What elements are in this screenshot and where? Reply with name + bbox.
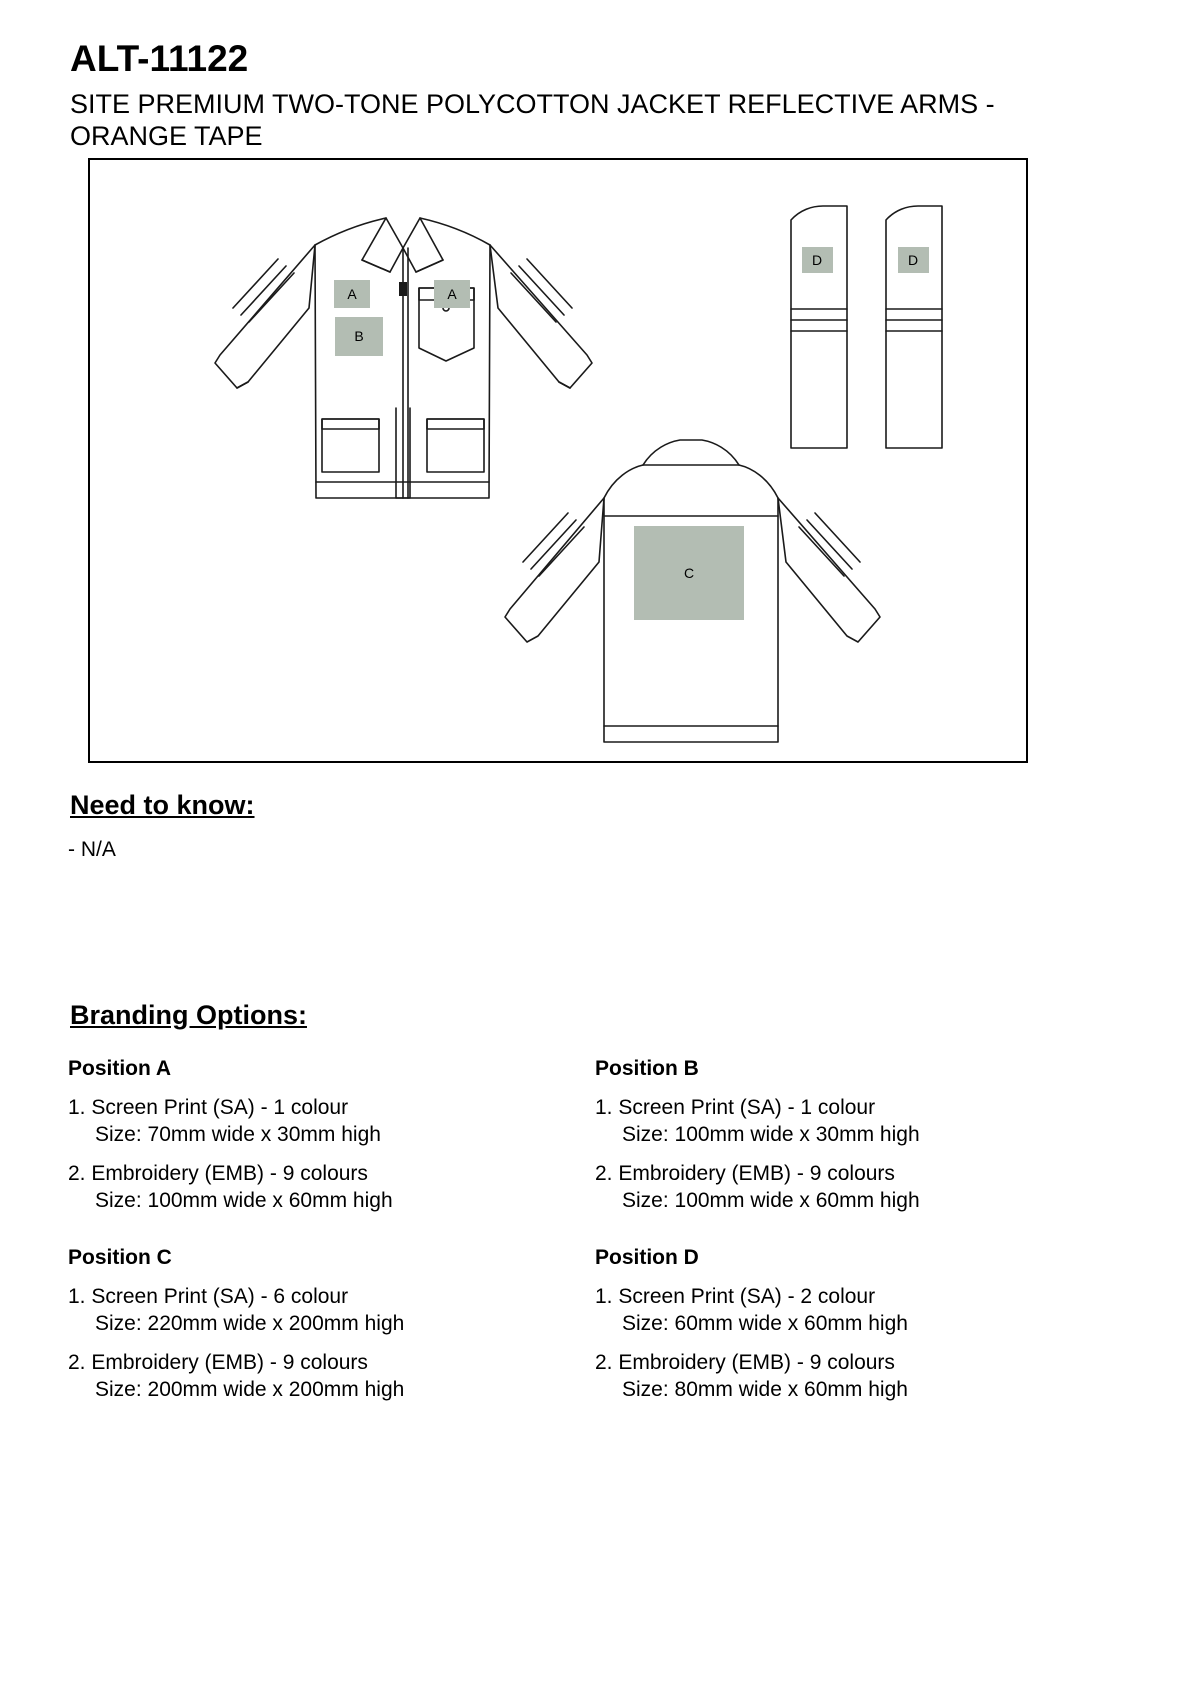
- option-size: Size: 200mm wide x 200mm high: [95, 1378, 405, 1401]
- svg-text:D: D: [907, 252, 919, 268]
- svg-text:B: B: [354, 328, 364, 344]
- position-block-b: [595, 1055, 1078, 1214]
- option-size: Size: 220mm wide x 200mm high: [95, 1312, 405, 1335]
- option-method: 1. Screen Print (SA) - 1 colour: [595, 1096, 876, 1119]
- position-title: Position A: [68, 1057, 172, 1080]
- branding-option: [68, 1160, 595, 1214]
- option-method: 1. Screen Print (SA) - 6 colour: [68, 1285, 349, 1308]
- option-method: 2. Embroidery (EMB) - 9 colours: [595, 1162, 895, 1185]
- option-method: 2. Embroidery (EMB) - 9 colours: [595, 1351, 895, 1374]
- need-to-know-body: - N/A: [68, 838, 116, 861]
- branding-option: [595, 1283, 1078, 1337]
- option-method: 1. Screen Print (SA) - 2 colour: [595, 1285, 876, 1308]
- branding-option: [68, 1283, 595, 1337]
- need-to-know-heading: Need to know:: [70, 790, 255, 820]
- svg-text:A: A: [347, 286, 357, 302]
- option-method: 2. Embroidery (EMB) - 9 colours: [68, 1162, 368, 1185]
- option-size: Size: 80mm wide x 60mm high: [622, 1378, 908, 1401]
- option-method: 2. Embroidery (EMB) - 9 colours: [68, 1351, 368, 1374]
- product-description: SITE PREMIUM TWO-TONE POLYCOTTON JACKET REFLECTIVE ARMS - ORANGE TAPE: [70, 89, 995, 151]
- option-size: Size: 60mm wide x 60mm high: [622, 1312, 908, 1335]
- branding-option: [595, 1160, 1078, 1214]
- page-title: ALT-11122: [70, 38, 249, 79]
- option-size: Size: 100mm wide x 60mm high: [95, 1189, 393, 1212]
- svg-text:C: C: [683, 565, 695, 581]
- branding-options-heading: Branding Options:: [70, 1000, 307, 1030]
- option-size: Size: 100mm wide x 60mm high: [622, 1189, 920, 1212]
- option-size: Size: 100mm wide x 30mm high: [622, 1123, 920, 1146]
- position-title: Position D: [595, 1246, 699, 1269]
- artwork-diagram: [88, 158, 1028, 763]
- position-block-d: [595, 1244, 1078, 1403]
- position-title: Position C: [68, 1246, 172, 1269]
- position-block-a: [68, 1055, 595, 1214]
- option-size: Size: 70mm wide x 30mm high: [95, 1123, 381, 1146]
- svg-text:D: D: [811, 252, 823, 268]
- branding-positions-grid: [68, 1055, 1078, 1403]
- svg-text:A: A: [447, 286, 457, 302]
- branding-option: [68, 1349, 595, 1403]
- branding-option: [595, 1349, 1078, 1403]
- branding-option: [595, 1094, 1078, 1148]
- position-title: Position B: [595, 1057, 699, 1080]
- position-block-c: [68, 1244, 595, 1403]
- branding-option: [68, 1094, 595, 1148]
- option-method: 1. Screen Print (SA) - 1 colour: [68, 1096, 349, 1119]
